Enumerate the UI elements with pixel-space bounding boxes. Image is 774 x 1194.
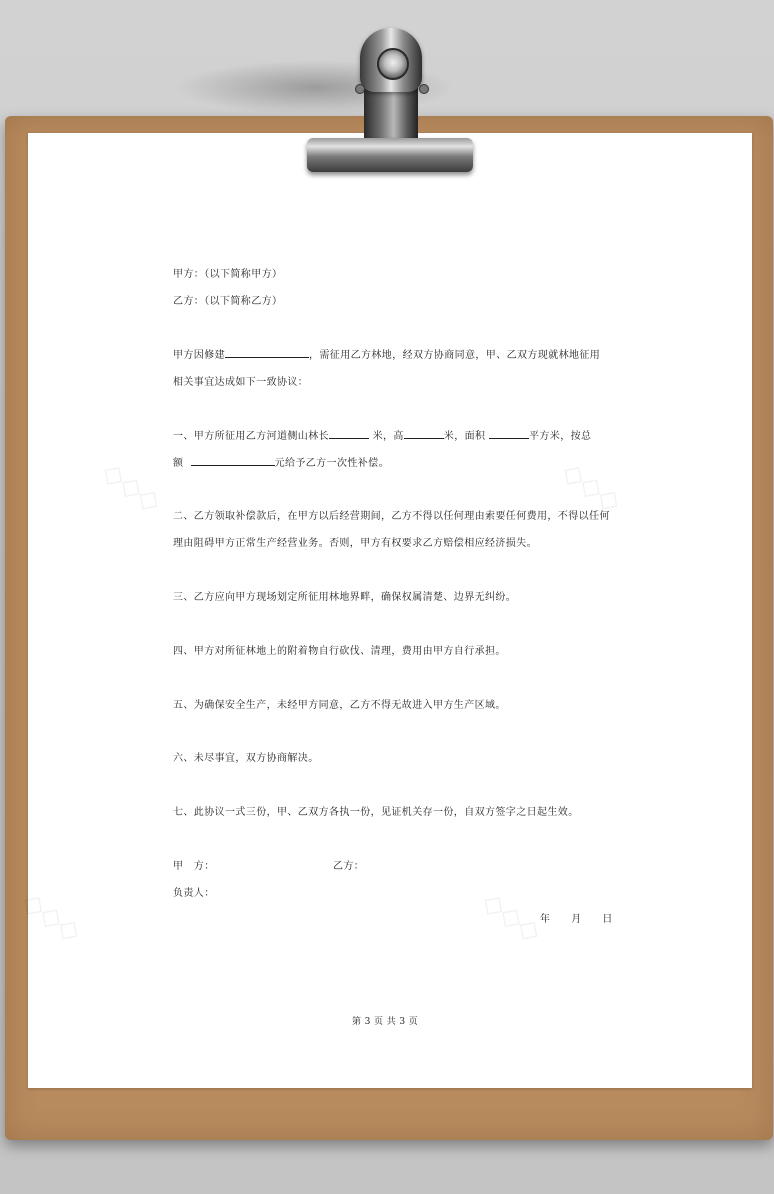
signature-party-a: 甲 方： [173,861,215,872]
signature-responsible: 负责人： [173,888,215,899]
page-footer: 第 3 页 共 3 页 [352,1017,419,1027]
watermark-icon: ◇◇◇ [556,454,629,519]
clause-6: 六、未尽事宜，双方协商解决。 [173,753,319,764]
clause-2-line-1: 二、乙方领取补偿款后，在甲方以后经营期间，乙方不得以任何理由索要任何费用，不得以任何 [173,511,610,522]
amount-blank [191,456,275,466]
signature-date: 年 月 日 [540,914,613,925]
intro-text-a: 甲方因修建 [173,350,225,361]
height-blank [404,429,444,439]
project-blank [225,348,309,358]
signature-party-b: 乙方： [333,861,365,872]
clause-2-line-2: 理由阻碍甲方正常生产经营业务。否则，甲方有权要求乙方赔偿相应经济损失。 [173,538,537,549]
party-b-line: 乙方：（以下简称乙方） [173,296,283,307]
clause-1-text-e: 额 [173,458,184,469]
length-blank [329,429,369,439]
clause-7: 七、此协议一式三份，甲、乙双方各执一份，见证机关存一份，自双方签字之日起生效。 [173,807,579,818]
clause-1-text-c: 米，面积 [443,431,486,442]
area-blank [489,429,529,439]
watermark-icon: ◇◇◇ [96,454,169,519]
party-a-line: 甲方：（以下简称甲方） [173,269,283,280]
clause-1-line-1 [173,427,591,442]
intro-line-2: 相关事宜达成如下一致协议： [173,377,309,388]
watermark-icon: ◇◇◇ [476,884,549,949]
clause-5: 五、为确保安全生产，未经甲方同意，乙方不得无故进入甲方生产区域。 [173,700,506,711]
intro-line-1 [173,346,600,361]
clause-1-text-d: 平方米，按总 [529,431,592,442]
clause-1-text-a: 一、甲方所征用乙方河道侧山林长 [173,431,329,442]
clause-3: 三、乙方应向甲方现场划定所征用林地界畔，确保权属清楚、边界无纠纷。 [173,592,517,603]
intro-text-b: ，需征用乙方林地，经双方协商同意，甲、乙双方现就林地征用 [309,350,601,361]
clause-1-text-f: 元给予乙方一次性补偿。 [274,458,389,469]
watermark-icon: ◇◇◇ [16,884,89,949]
clause-1-line-2 [173,454,389,469]
clause-4: 四、甲方对所征林地上的附着物自行砍伐、清理，费用由甲方自行承担。 [173,646,506,657]
clause-1-text-b: 米，高 [372,431,404,442]
